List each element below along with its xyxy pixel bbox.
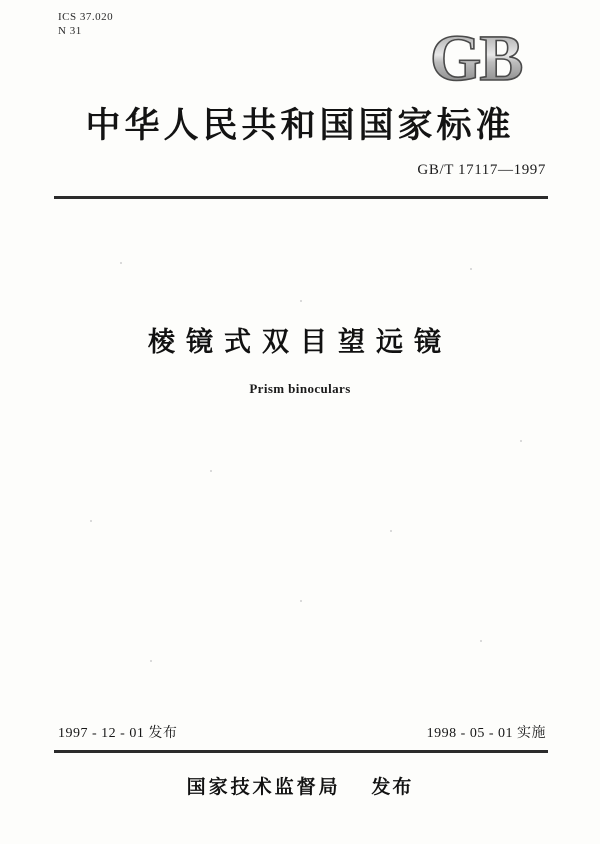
scan-speck <box>90 520 92 522</box>
issue-date: 1997 - 12 - 01 发布 <box>58 726 178 741</box>
scan-speck <box>390 530 392 532</box>
publisher <box>0 772 600 799</box>
divider-top <box>54 196 548 199</box>
publisher-organization: 国家技术监督局 <box>186 777 341 798</box>
classification-codes <box>58 10 113 38</box>
svg-text:GB: GB <box>430 26 522 88</box>
scan-speck <box>300 300 302 302</box>
divider-bottom <box>54 750 548 753</box>
scan-speck <box>150 660 152 662</box>
page-title: 中华人民共和国国家标准 <box>85 106 515 145</box>
scan-speck <box>470 268 472 270</box>
scan-speck <box>520 440 522 442</box>
publisher-verb: 发布 <box>371 777 414 798</box>
ics-code: ICS 37.020 <box>58 11 114 23</box>
scan-speck <box>120 262 122 264</box>
effective-date: 1998 - 05 - 01 实施 <box>426 726 546 741</box>
subject-title-english: Prism binoculars <box>249 381 351 396</box>
gb-emblem-icon <box>428 26 548 88</box>
scan-speck <box>210 470 212 472</box>
scan-speck <box>480 640 482 642</box>
subject-title-chinese: 棱镜式双目望远镜 <box>148 327 452 357</box>
classification-code: N 31 <box>58 25 82 37</box>
scan-speck <box>300 600 302 602</box>
standard-number: GB/T 17117—1997 <box>417 162 546 178</box>
